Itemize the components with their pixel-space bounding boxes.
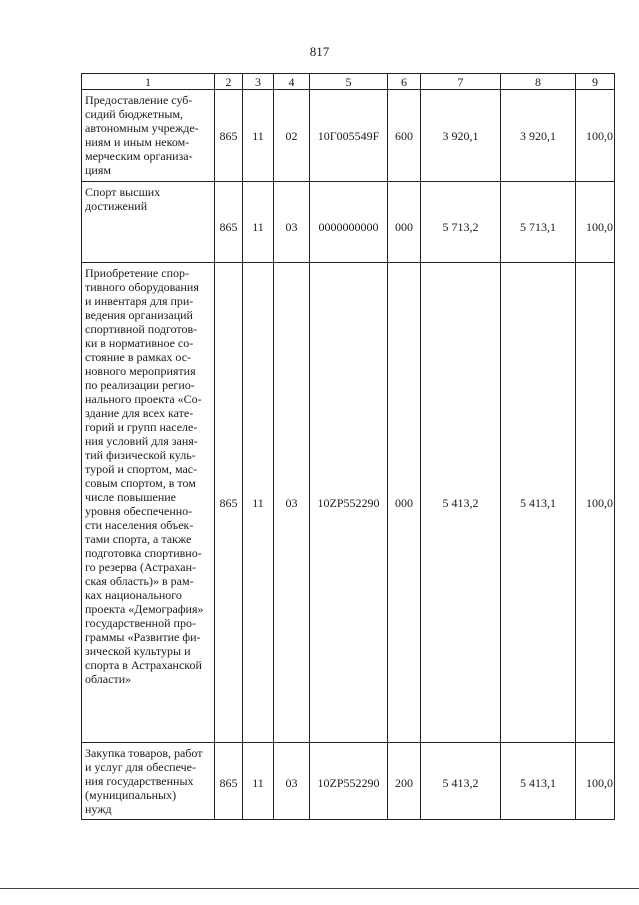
cell-planned: 5 713,2 xyxy=(421,182,501,263)
row-description: Спорт высших достижений xyxy=(82,182,215,263)
cell-subsection: 03 xyxy=(274,263,310,743)
table-row xyxy=(82,90,615,182)
table-row xyxy=(82,263,615,743)
column-header: 6 xyxy=(388,74,421,90)
cell-subsection: 03 xyxy=(274,743,310,820)
cell-target-article: 10ZP552290 xyxy=(310,263,388,743)
budget-table xyxy=(81,73,615,820)
cell-ministry-code: 865 xyxy=(215,90,243,182)
cell-percent: 100,0 xyxy=(576,263,615,743)
cell-planned: 3 920,1 xyxy=(421,90,501,182)
cell-target-article: 10Г005549F xyxy=(310,90,388,182)
cell-target-article: 10ZP552290 xyxy=(310,743,388,820)
cell-ministry-code: 865 xyxy=(215,182,243,263)
cell-executed: 3 920,1 xyxy=(501,90,576,182)
cell-planned: 5 413,2 xyxy=(421,743,501,820)
page-number: 817 xyxy=(309,44,330,59)
cell-section: 11 xyxy=(243,743,274,820)
cell-section: 11 xyxy=(243,90,274,182)
cell-expense-type: 200 xyxy=(388,743,421,820)
column-header: 3 xyxy=(243,74,274,90)
column-header: 1 xyxy=(82,74,215,90)
cell-expense-type: 000 xyxy=(388,263,421,743)
table-header-row xyxy=(82,74,615,90)
cell-percent: 100,0 xyxy=(576,743,615,820)
table-row xyxy=(82,743,615,820)
table-row xyxy=(82,182,615,263)
cell-expense-type: 600 xyxy=(388,90,421,182)
column-header: 8 xyxy=(501,74,576,90)
cell-executed: 5 413,1 xyxy=(501,263,576,743)
cell-target-article: 0000000000 xyxy=(310,182,388,263)
cell-subsection: 03 xyxy=(274,182,310,263)
cell-ministry-code: 865 xyxy=(215,263,243,743)
row-description: Предоставление суб- сидий бюджетным, автономным учрежде- ниям и иным неком- мерческим организа- циям xyxy=(82,90,215,182)
cell-section: 11 xyxy=(243,182,274,263)
column-header: 7 xyxy=(421,74,501,90)
page-bottom-rule xyxy=(0,888,639,889)
cell-section: 11 xyxy=(243,263,274,743)
cell-executed: 5 713,1 xyxy=(501,182,576,263)
column-header: 2 xyxy=(215,74,243,90)
column-header: 4 xyxy=(274,74,310,90)
cell-subsection: 02 xyxy=(274,90,310,182)
cell-percent: 100,0 xyxy=(576,90,615,182)
row-description: Закупка товаров, работ и услуг для обеспече- ния государственных (муниципальных) нужд xyxy=(82,743,215,820)
row-description: Приобретение спор- тивного оборудования и инвентаря для при- ведения организаций спортивной подготов- ки в нормативное со- стояние в рамках ос- новного мероприятия по реализации регио- нального проекта «Со- здание для всех кате- горий и групп населе- ния условий для заня- тий физической куль- турой и спортом, мас- совым спортом, в том числе повышение уровня обеспеченно- сти населения объек- тами спорта, а также подготовка спортивно- го резерва (Астрахан- ская область)» в рам- ках национального проекта «Демография» государственной про- граммы «Развитие фи- зической культуры и спорта в Астраханской области» xyxy=(82,263,215,743)
cell-executed: 5 413,1 xyxy=(501,743,576,820)
cell-ministry-code: 865 xyxy=(215,743,243,820)
cell-planned: 5 413,2 xyxy=(421,263,501,743)
cell-expense-type: 000 xyxy=(388,182,421,263)
column-header: 5 xyxy=(310,74,388,90)
column-header: 9 xyxy=(576,74,615,90)
cell-percent: 100,0 xyxy=(576,182,615,263)
